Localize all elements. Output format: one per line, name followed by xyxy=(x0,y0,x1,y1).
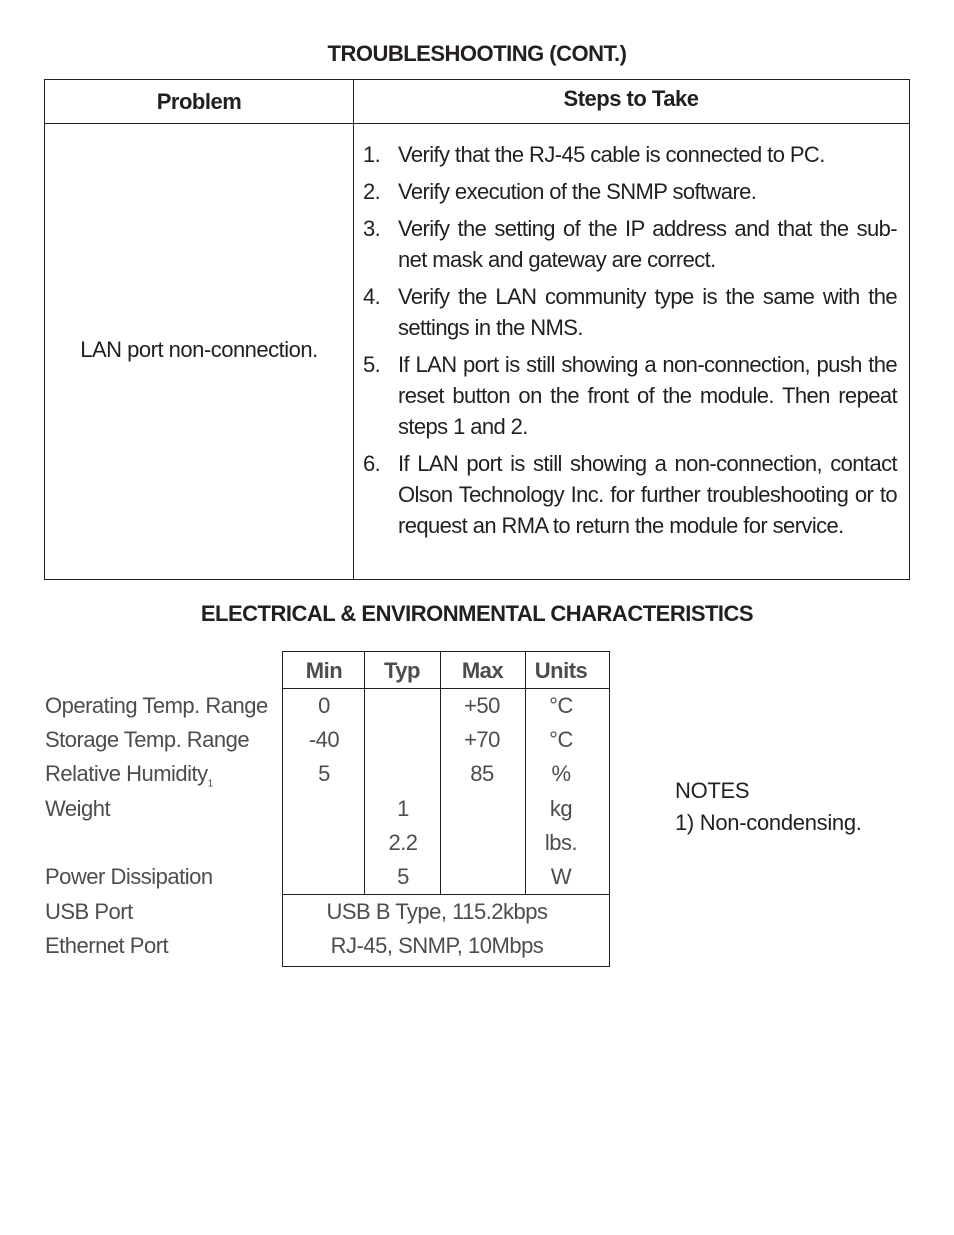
cell-units: % xyxy=(551,761,571,786)
step-item xyxy=(363,349,897,442)
cell-min: -40 xyxy=(308,727,340,752)
step-number: 4. xyxy=(363,284,381,309)
cell-units: °C xyxy=(549,693,573,718)
cell-units: W xyxy=(550,864,572,889)
characteristics-title: ELECTRICAL & ENVIRONMENTAL CHARACTERISTICS xyxy=(200,601,754,626)
cell-typ: 2.2 xyxy=(388,830,418,855)
note-item: 1) Non-condensing. xyxy=(675,810,862,835)
humidity-label-text: Relative Humidity xyxy=(45,761,208,786)
notes-title: NOTES xyxy=(675,778,750,803)
column-header-typ: Typ xyxy=(384,658,420,683)
step-text: Verify execution of the SNMP software. xyxy=(398,179,757,204)
header-divider xyxy=(45,123,909,124)
notes xyxy=(675,775,862,839)
cell-min: 0 xyxy=(318,693,330,718)
step-item xyxy=(363,213,897,275)
ethernet-port-value: RJ-45, SNMP, 10Mbps xyxy=(330,933,544,958)
step-item xyxy=(363,281,897,343)
row-label-storage-temp: Storage Temp. Range xyxy=(45,727,250,752)
step-number: 1. xyxy=(363,142,381,167)
cell-max: 85 xyxy=(470,761,494,786)
cell-typ: 5 xyxy=(397,864,409,889)
step-text: Verify the setting of the IP address and that the sub-net mask and gateway are correct. xyxy=(398,216,897,272)
column-header-units: Units xyxy=(534,658,588,683)
row-label-ethernet: Ethernet Port xyxy=(45,933,169,958)
header-problem: Problem xyxy=(156,89,242,114)
column-header-min: Min xyxy=(305,658,343,683)
cell-units: °C xyxy=(549,727,573,752)
header-divider xyxy=(283,688,609,689)
step-text: If LAN port is still showing a non-connection, contact Olson Technology Inc. for further troubleshooting or to request an RMA to return the module for service. xyxy=(398,451,897,538)
header-steps: Steps to Take xyxy=(563,86,699,111)
cell-units: kg xyxy=(549,796,573,821)
span-divider xyxy=(283,894,609,895)
cell-min: 5 xyxy=(318,761,330,786)
step-item xyxy=(363,448,897,541)
usb-port-value: USB B Type, 115.2kbps xyxy=(326,899,548,924)
step-item xyxy=(363,139,897,170)
cell-max: +50 xyxy=(464,693,500,718)
humidity-note-ref: 1 xyxy=(207,778,213,790)
troubleshooting-title: TROUBLESHOOTING (CONT.) xyxy=(327,41,627,66)
troubleshooting-table xyxy=(44,79,910,580)
problem-cell: LAN port non-connection. xyxy=(80,337,318,362)
step-number: 3. xyxy=(363,216,381,241)
cell-units: lbs. xyxy=(544,830,578,855)
cell-max: +70 xyxy=(464,727,500,752)
step-number: 5. xyxy=(363,352,381,377)
row-label-power: Power Dissipation xyxy=(45,864,213,889)
row-label-usb: USB Port xyxy=(45,899,133,924)
step-text: Verify the LAN community type is the same with the settings in the NMS. xyxy=(398,284,897,340)
step-item xyxy=(363,176,897,207)
step-number: 2. xyxy=(363,179,381,204)
row-label-operating-temp: Operating Temp. Range xyxy=(45,693,268,718)
step-number: 6. xyxy=(363,451,381,476)
steps-list xyxy=(363,139,897,547)
row-label-weight: Weight xyxy=(45,796,111,821)
column-divider xyxy=(353,80,354,579)
step-text: Verify that the RJ-45 cable is connected to PC. xyxy=(398,142,825,167)
step-text: If LAN port is still showing a non-connection, push the reset button on the front of the module. Then repeat steps 1 and 2. xyxy=(398,352,897,439)
column-header-max: Max xyxy=(461,658,504,683)
row-label-relative-humidity xyxy=(45,761,213,789)
cell-typ: 1 xyxy=(397,796,409,821)
